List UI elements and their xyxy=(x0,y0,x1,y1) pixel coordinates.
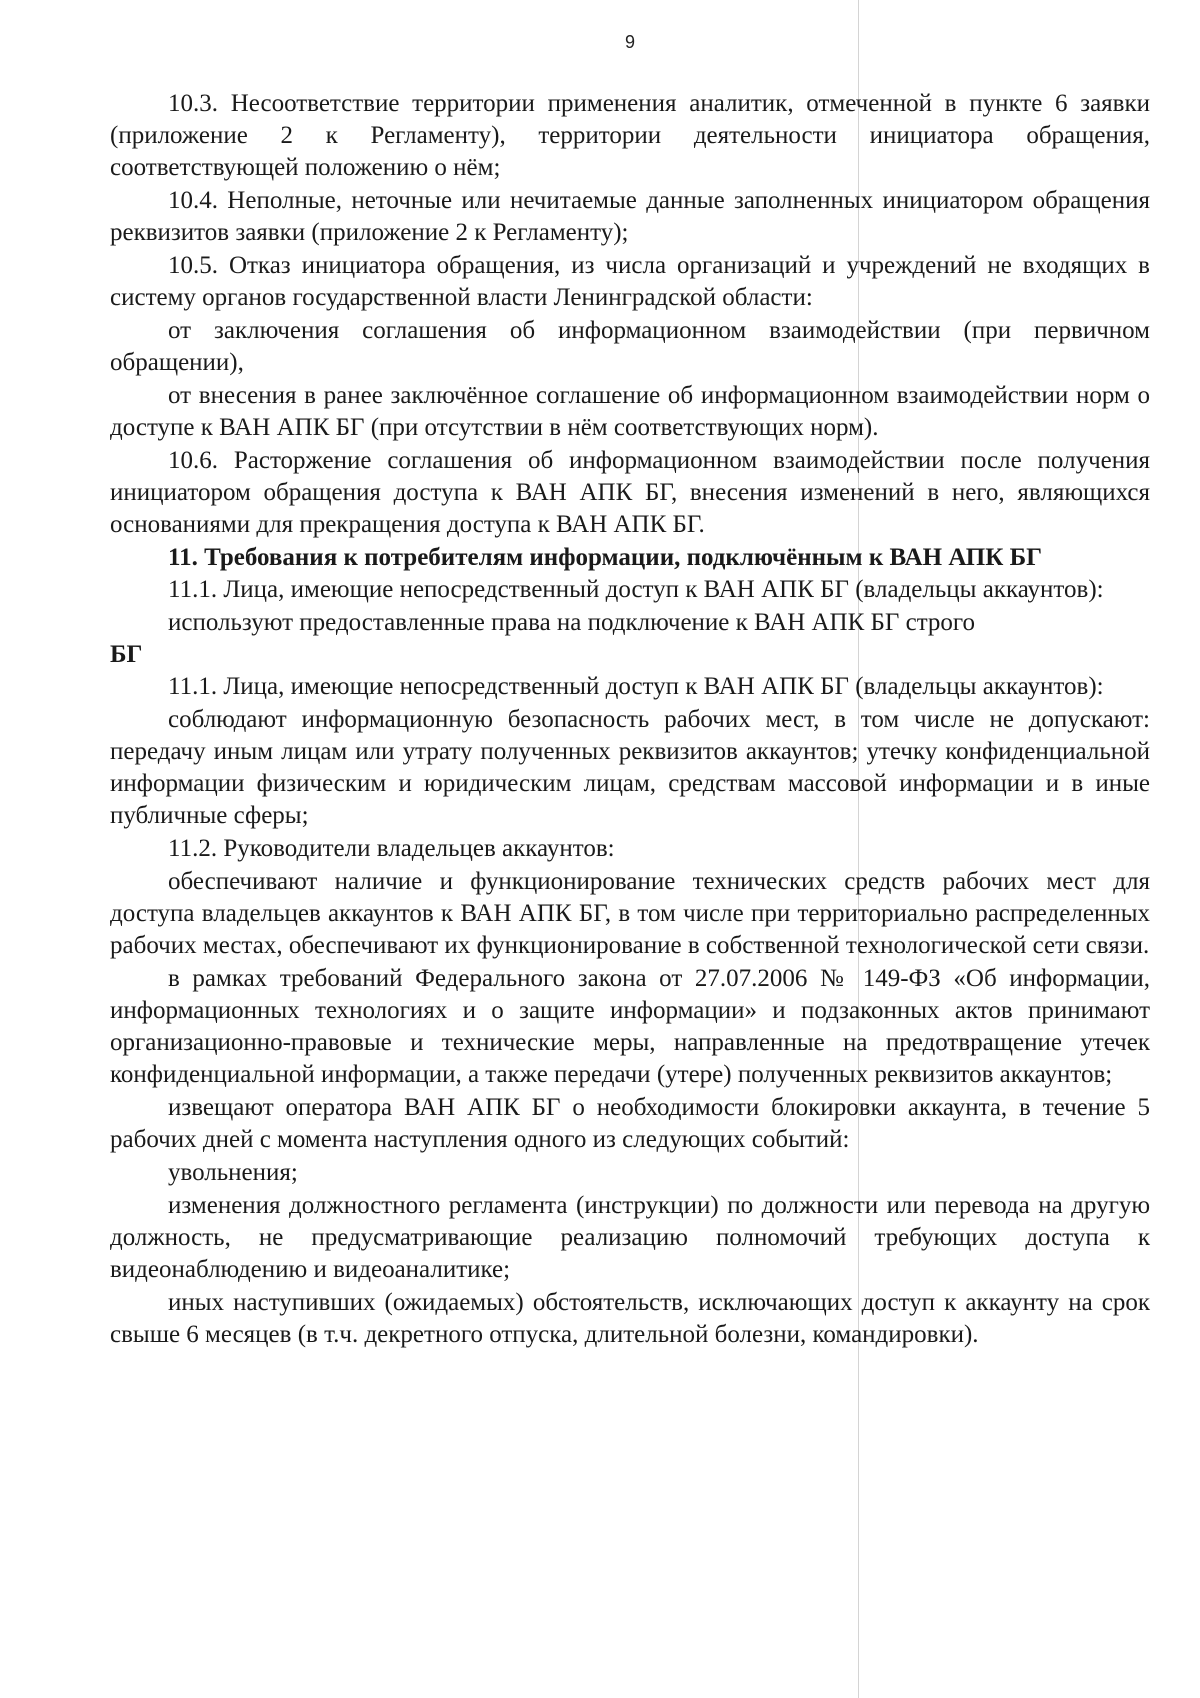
page-number: 9 xyxy=(624,32,635,52)
paragraph-11-2-event-1: увольнения; xyxy=(168,1159,298,1186)
paragraph-11-2-event-2: изменения должностного регламента (инструкции) по должности или перевода на другую должность, не предусматривающие реализацию полномочий требующих доступа к видеонаблюдению и видеоаналитике; xyxy=(110,1192,1150,1283)
paragraph-11-2-item-3: извещают оператора ВАН АПК БГ о необходимости блокировки аккаунта, в течение 5 рабочих дней с момента наступления одного из следующих событий: xyxy=(110,1094,1150,1153)
paragraph-10-5-item-1: от заключения соглашения об информационном взаимодействии (при первичном обращении), xyxy=(110,317,1150,376)
paragraph-10-5-item-2: от внесения в ранее заключённое соглашение об информационном взаимодействии норм о доступе к ВАН АПК БГ (при отсутствии в нём соответствующих норм). xyxy=(110,382,1150,441)
paragraph-11-1-first-item: используют предоставленные права на подключение к ВАН АПК БГ строго xyxy=(168,609,976,636)
paragraph-11-1-second-item: соблюдают информационную безопасность рабочих мест, в том числе не допускают: передачу иным лицам или утрату полученных реквизитов аккаунтов; утечку конфиденциальной информации физическим и юридическим лицам, средствам массовой информации и в иные публичные сферы; xyxy=(110,706,1150,829)
section-11-heading: 11. Требования к потребителям информации, подключённым к ВАН АПК БГ xyxy=(168,544,1043,571)
paragraph-11-1-first: 11.1. Лица, имеющие непосредственный доступ к ВАН АПК БГ (владельцы аккаунтов): xyxy=(168,576,1104,603)
paragraph-11-2-item-2: в рамках требований Федерального закона от 27.07.2006 № 149-ФЗ «Об информации, информационных технологиях и о защите информации» и подзаконных актов принимают организационно-правовые и технические меры, направленные на предотвращение утечек конфиденциальной информации, а также передачи (утере) полученных реквизитов аккаунтов; xyxy=(110,965,1150,1088)
paragraph-10-3: 10.3. Несоответствие территории применения аналитик, отмеченной в пункте 6 заявки (приложение 2 к Регламенту), территории деятельности инициатора обращения, соответствующей положению о нём; xyxy=(110,90,1150,181)
bold-fragment: БГ xyxy=(110,641,143,668)
paragraph-10-4: 10.4. Неполные, неточные или нечитаемые данные заполненных инициатором обращения реквизитов заявки (приложение 2 к Регламенту); xyxy=(110,187,1150,246)
paragraph-11-2: 11.2. Руководители владельцев аккаунтов: xyxy=(168,835,615,862)
paragraph-11-2-event-3: иных наступивших (ожидаемых) обстоятельств, исключающих доступ к аккаунту на срок свыше 6 месяцев (в т.ч. декретного отпуска, длительной болезни, командировки). xyxy=(110,1289,1150,1348)
paragraph-10-5: 10.5. Отказ инициатора обращения, из числа организаций и учреждений не входящих в систему органов государственной власти Ленинградской области: xyxy=(110,252,1150,311)
paragraph-11-1-second: 11.1. Лица, имеющие непосредственный доступ к ВАН АПК БГ (владельцы аккаунтов): xyxy=(168,673,1104,700)
paragraph-11-2-item-1: обеспечивают наличие и функционирование технических средств рабочих мест для доступа владельцев аккаунтов к ВАН АПК БГ, в том числе при территориально распределенных рабочих местах, обеспечивают их функционирование в собственной технологической сети связи. xyxy=(110,868,1150,959)
paragraph-10-6: 10.6. Расторжение соглашения об информационном взаимодействии после получения инициатором обращения доступа к ВАН АПК БГ, внесения изменений в него, являющихся основаниями для прекращения доступа к ВАН АПК БГ. xyxy=(110,447,1150,538)
document-body xyxy=(110,88,1150,1352)
